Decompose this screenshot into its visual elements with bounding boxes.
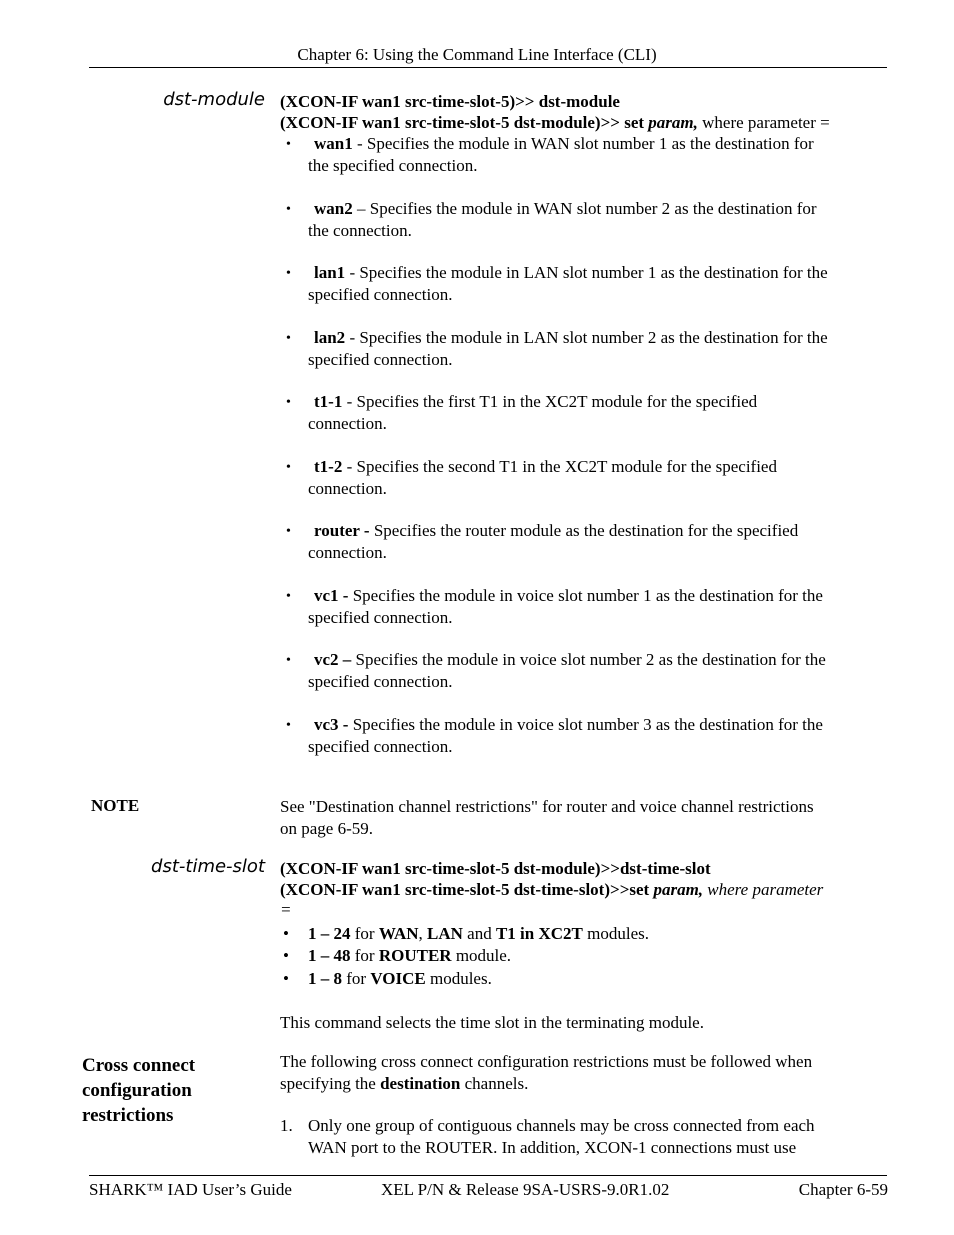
dst-module-option-continuation: specified connection. (308, 672, 453, 691)
dst-module-command-line-1: (XCON-IF wan1 src-time-slot-5)>> dst-module (280, 92, 620, 111)
restriction-number: 1. (280, 1116, 293, 1135)
dst-module-option-continuation: specified connection. (308, 350, 453, 369)
footer-guide-title: SHARK™ IAD User’s Guide (89, 1180, 292, 1199)
page-header-title: Chapter 6: Using the Command Line Interface (CLI) (297, 45, 657, 64)
dst-module-option-continuation: connection. (308, 479, 387, 498)
param-keyword: param, (653, 880, 704, 899)
dst-module-option: vc2 – Specifies the module in voice slot number 2 as the destination for the (314, 650, 826, 669)
dst-time-slot-command-line-2 (280, 879, 823, 900)
cross-connect-heading-line-2: configuration (82, 1080, 192, 1101)
header-rule (89, 67, 887, 68)
where-parameter-text: where parameter (703, 880, 824, 899)
dst-module-option: t1-1 - Specifies the first T1 in the XC2T module for the specified (314, 392, 758, 411)
footer-part-number: XEL P/N & Release 9SA-USRS-9.0R1.02 (381, 1180, 670, 1199)
dst-module-heading: dst-module (163, 89, 265, 110)
bullet-icon: • (286, 589, 291, 604)
range-item: 1 – 48 for ROUTER module. (308, 946, 512, 965)
range-item: 1 – 8 for VOICE modules. (308, 969, 492, 988)
dst-module-option: t1-2 - Specifies the second T1 in the XC2T module for the specified (314, 457, 777, 476)
dst-module-option-continuation: specified connection. (308, 737, 453, 756)
dst-module-option-continuation: specified connection. (308, 285, 453, 304)
range-bullet: • (283, 969, 289, 988)
dst-module-option: wan1 - Specifies the module in WAN slot number 1 as the destination for (314, 134, 814, 153)
dst-module-command-line-2 (280, 112, 830, 133)
set-command: (XCON-IF wan1 src-time-slot-5 dst-time-slot)>>set (280, 880, 654, 899)
dst-module-option-continuation: specified connection. (308, 608, 453, 627)
dst-module-option: lan2 - Specifies the module in LAN slot number 2 as the destination for the (314, 328, 828, 347)
note-text-line-2: on page 6-59. (280, 819, 374, 838)
footer-rule (89, 1175, 887, 1176)
footer-page-number: Chapter 6-59 (798, 1180, 888, 1199)
dst-module-option: vc1 - Specifies the module in voice slot number 1 as the destination for the (314, 586, 823, 605)
cross-connect-heading-line-1: Cross connect (82, 1055, 196, 1076)
cross-connect-heading-line-3: restrictions (82, 1105, 174, 1126)
dst-module-option: wan2 – Specifies the module in WAN slot number 2 as the destination for (314, 199, 817, 218)
where-parameter-text: where parameter = (697, 113, 830, 132)
bullet-icon: • (286, 395, 291, 410)
bullet-icon: • (286, 460, 291, 475)
bullet-icon: • (286, 653, 291, 668)
dst-module-option-continuation: the specified connection. (308, 156, 478, 175)
bullet-icon: • (286, 202, 291, 217)
bullet-icon: • (286, 137, 291, 152)
dst-time-slot-command-line-3: = (280, 900, 292, 919)
note-label: NOTE (91, 796, 140, 815)
dst-module-option: vc3 - Specifies the module in voice slot number 3 as the destination for the (314, 715, 823, 734)
range-bullet: • (283, 946, 289, 965)
dst-module-option-continuation: connection. (308, 543, 387, 562)
range-bullet: • (283, 924, 289, 943)
bullet-icon: • (286, 266, 291, 281)
restriction-line-1: Only one group of contiguous channels may be cross connected from each (308, 1116, 815, 1135)
restriction-line-2: WAN port to the ROUTER. In addition, XCON-1 connections must use (308, 1138, 797, 1157)
cross-connect-intro-line-2: specifying the destination channels. (280, 1074, 529, 1093)
dst-module-option: lan1 - Specifies the module in LAN slot number 1 as the destination for the (314, 263, 828, 282)
set-command: (XCON-IF wan1 src-time-slot-5 dst-module)>> set (280, 113, 649, 132)
bullet-icon: • (286, 718, 291, 733)
dst-module-option-continuation: connection. (308, 414, 387, 433)
note-text-line-1: See "Destination channel restrictions" for router and voice channel restrictions (280, 797, 814, 816)
dst-time-slot-heading: dst-time-slot (151, 856, 265, 877)
bullet-icon: • (286, 524, 291, 539)
param-keyword: param, (648, 113, 698, 132)
range-item: 1 – 24 for WAN, LAN and T1 in XC2T modules. (308, 924, 649, 943)
dst-time-slot-command-line-1: (XCON-IF wan1 src-time-slot-5 dst-module)>>dst-time-slot (280, 859, 711, 878)
bullet-icon: • (286, 331, 291, 346)
dst-time-slot-summary: This command selects the time slot in the terminating module. (280, 1013, 704, 1032)
dst-module-option-continuation: the connection. (308, 221, 412, 240)
dst-module-option: router - Specifies the router module as the destination for the specified (314, 521, 799, 540)
cross-connect-intro-line-1: The following cross connect configuration restrictions must be followed when (280, 1052, 813, 1071)
